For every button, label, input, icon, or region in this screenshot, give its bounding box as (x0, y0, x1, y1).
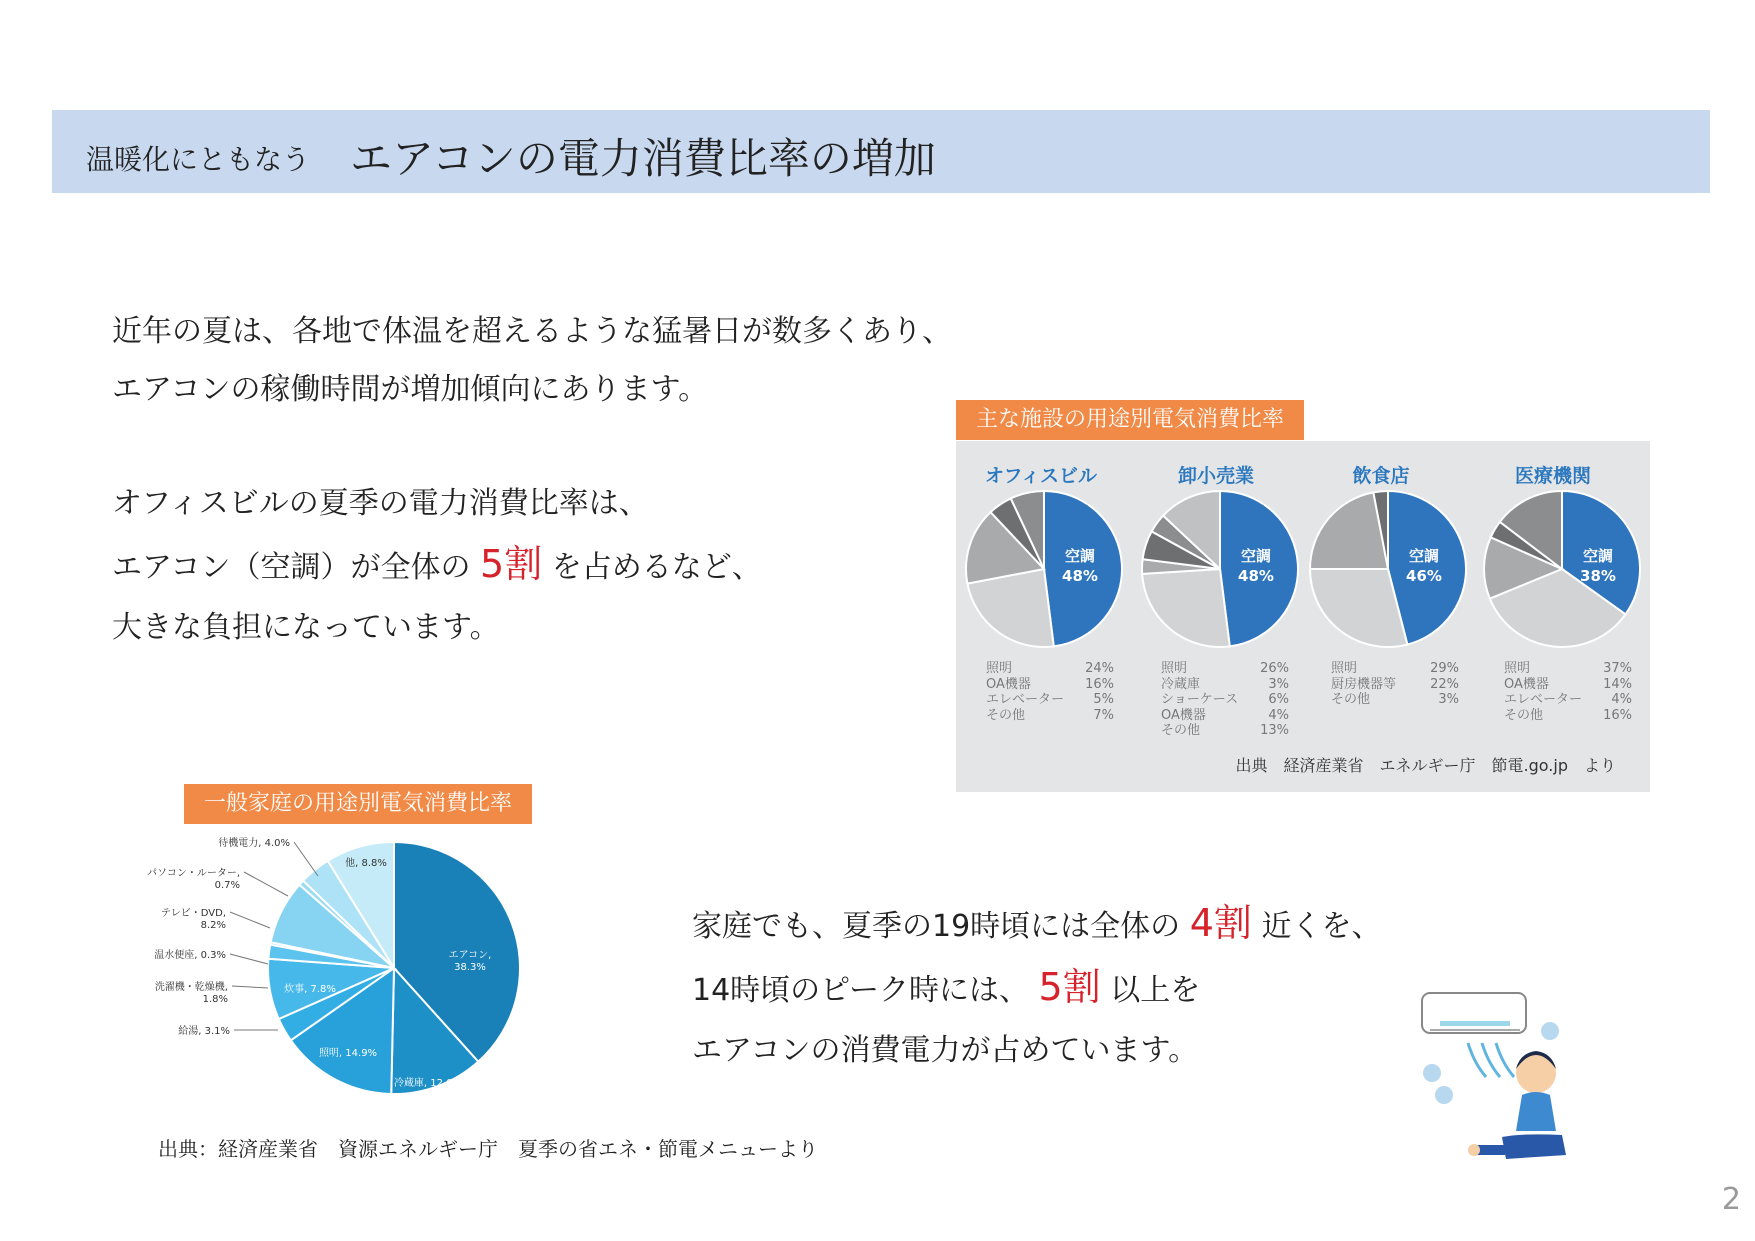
legend-name: その他 (1504, 707, 1544, 723)
intro-line-1: 近年の夏は、各地で体温を超えるような猛暑日が数多くあり、 (112, 314, 952, 349)
leader-line (232, 986, 268, 988)
legend-name: 冷蔵庫 (1161, 676, 1201, 692)
legend-retail (1161, 661, 1289, 739)
pie-center-label: 空調 (1408, 547, 1440, 565)
legend-row (986, 692, 1114, 708)
home-chart-tag: 一般家庭の用途別電気消費比率 (184, 784, 532, 824)
home-pie-label: 照明, 14.9% (318, 1048, 378, 1059)
legend-name: 照明 (986, 661, 1013, 676)
legend-row (1161, 692, 1289, 708)
source-citation: 出典：経済産業省 資源エネルギー庁 夏季の省エネ・節電メニューより (158, 1137, 818, 1161)
pie-title-medical: 医療機関 (1514, 465, 1591, 487)
legend-value: 16% (1085, 676, 1114, 692)
pie-center-value: 46% (1406, 567, 1442, 585)
page-number: 2 (1721, 1182, 1741, 1217)
facility-source: 出典 経済産業省 エネルギー庁 節電.go.jp より (1235, 756, 1616, 775)
facility-chart-panel (956, 441, 1650, 792)
puff-icon (1423, 1064, 1441, 1082)
page-title: エアコンの電力消費比率の増加 (350, 134, 936, 183)
home-pie-label: 待機電力, 4.0% (218, 838, 290, 849)
home-pie-svg (147, 830, 540, 1110)
home-pie-label: 温水便座, 0.3% (154, 950, 226, 961)
aircon-person-illustration (1410, 985, 1590, 1175)
legend-name: その他 (1331, 692, 1371, 707)
legend-name: OA機器 (986, 676, 1031, 692)
legend-value: 16% (1603, 707, 1632, 723)
legend-name: 照明 (1161, 661, 1188, 676)
legend-name: ショーケース (1161, 692, 1239, 707)
office-paragraph (112, 474, 762, 658)
home-pie-label: 給湯, 3.1% (178, 1026, 230, 1037)
person-icon (1468, 1051, 1566, 1159)
pie-center-value: 48% (1062, 567, 1098, 585)
leader-line (230, 912, 270, 928)
legend-value: 3% (1438, 692, 1459, 707)
legend-row (1331, 661, 1459, 677)
pie-slice-照明 (1142, 569, 1230, 647)
legend-name: 照明 (1331, 661, 1358, 676)
legend-row (986, 708, 1114, 724)
home-pie-label: エアコン, 38.3% (448, 950, 492, 973)
legend-value: 7% (1093, 707, 1114, 723)
legend-row (986, 677, 1114, 693)
pie-center-label: 空調 (1582, 547, 1614, 565)
home-paragraph (692, 893, 1381, 1081)
legend-value: 29% (1430, 661, 1459, 676)
puff-icon (1435, 1086, 1453, 1104)
office-line-2 (112, 534, 762, 598)
legend-value: 26% (1260, 661, 1289, 676)
home-pie-label: 炊事, 7.8% (284, 984, 336, 995)
legend-row (1504, 708, 1632, 724)
home-accent-50: 5割 (1038, 965, 1101, 1009)
office-line-3: 大きな負担になっています。 (112, 610, 500, 645)
office-line-2-pre: エアコン（空調）が全体の (112, 550, 471, 585)
home-line-3: エアコンの消費電力が占めています。 (692, 1033, 1199, 1068)
legend-row (1504, 677, 1632, 693)
legend-row (986, 661, 1114, 677)
legend-value: 24% (1085, 661, 1114, 676)
home-pie-label: 他, 8.8% (345, 858, 387, 869)
legend-name: その他 (1161, 723, 1201, 738)
legend-row (1504, 692, 1632, 708)
legend-row (1161, 723, 1289, 739)
facility-pies-svg (956, 441, 1650, 651)
legend-row (1331, 692, 1459, 708)
home-line-2 (692, 957, 1381, 1021)
legend-row (1504, 661, 1632, 677)
home-line-1 (692, 893, 1381, 957)
home-pie-label: 冷蔵庫, 12.0% (393, 1078, 463, 1089)
header-subtitle: 温暖化にともなう (86, 143, 311, 176)
leader-line (294, 842, 318, 876)
legend-row (1161, 708, 1289, 724)
aircon-icon (1422, 993, 1526, 1033)
intro-line-2: エアコンの稼働時間が増加傾向にあります。 (112, 372, 709, 407)
home-line-2-pre: 14時頃のピーク時には、 (692, 973, 1029, 1008)
pie-center-value: 38% (1580, 567, 1616, 585)
home-accent-40: 4割 (1189, 901, 1252, 945)
home-line-2-post: 以上を (1110, 973, 1201, 1008)
leader-line (244, 872, 288, 896)
legend-name: 照明 (1504, 661, 1531, 676)
legend-value: 3% (1268, 676, 1289, 692)
home-pie-label: テレビ・DVD, 8.2% (160, 908, 226, 931)
pie-center-value: 48% (1238, 567, 1274, 585)
header-band (52, 110, 1710, 193)
legend-value: 4% (1611, 692, 1632, 707)
home-pie-label: パソコン・ルーター, 0.7% (147, 868, 240, 891)
office-line-2-post: を占めるなど、 (551, 550, 762, 585)
legend-value: 13% (1260, 723, 1289, 738)
legend-name: OA機器 (1161, 707, 1206, 723)
home-pie-label: 洗濯機・乾燥機, 1.8% (154, 982, 228, 1005)
leader-line (230, 954, 268, 964)
intro-paragraph (112, 303, 952, 419)
home-line-1-pre: 家庭でも、夏季の19時頃には全体の (692, 909, 1181, 944)
legend-value: 5% (1093, 692, 1114, 707)
legend-value: 14% (1603, 676, 1632, 692)
legend-name: エレベーター (1504, 692, 1583, 707)
home-line-1-post: 近くを、 (1261, 909, 1382, 944)
pie-center-label: 空調 (1240, 547, 1272, 565)
legend-row (1331, 677, 1459, 693)
legend-value: 22% (1430, 676, 1459, 692)
legend-value: 6% (1268, 692, 1289, 707)
legend-name: エレベーター (986, 692, 1065, 707)
legend-row (1161, 661, 1289, 677)
legend-office (986, 661, 1114, 723)
legend-name: 厨房機器等 (1331, 676, 1397, 692)
legend-medical (1504, 661, 1632, 723)
office-accent-value: 5割 (480, 542, 543, 586)
office-line-1: オフィスビルの夏季の電力消費比率は、 (112, 486, 649, 521)
legend-name: OA機器 (1504, 676, 1549, 692)
puff-icon (1541, 1022, 1559, 1040)
air-flow-lines (1468, 1043, 1514, 1077)
legend-restaurant (1331, 661, 1459, 708)
pie-title-restaurant: 飲食店 (1352, 465, 1410, 487)
legend-value: 37% (1603, 661, 1632, 676)
pie-title-retail: 卸小売業 (1177, 465, 1254, 487)
pie-title-office: オフィスビル (985, 465, 1097, 487)
facility-chart-tag: 主な施設の用途別電気消費比率 (956, 400, 1304, 440)
legend-name: その他 (986, 707, 1026, 723)
pie-center-label: 空調 (1064, 547, 1096, 565)
legend-value: 4% (1268, 707, 1289, 723)
legend-row (1161, 677, 1289, 693)
